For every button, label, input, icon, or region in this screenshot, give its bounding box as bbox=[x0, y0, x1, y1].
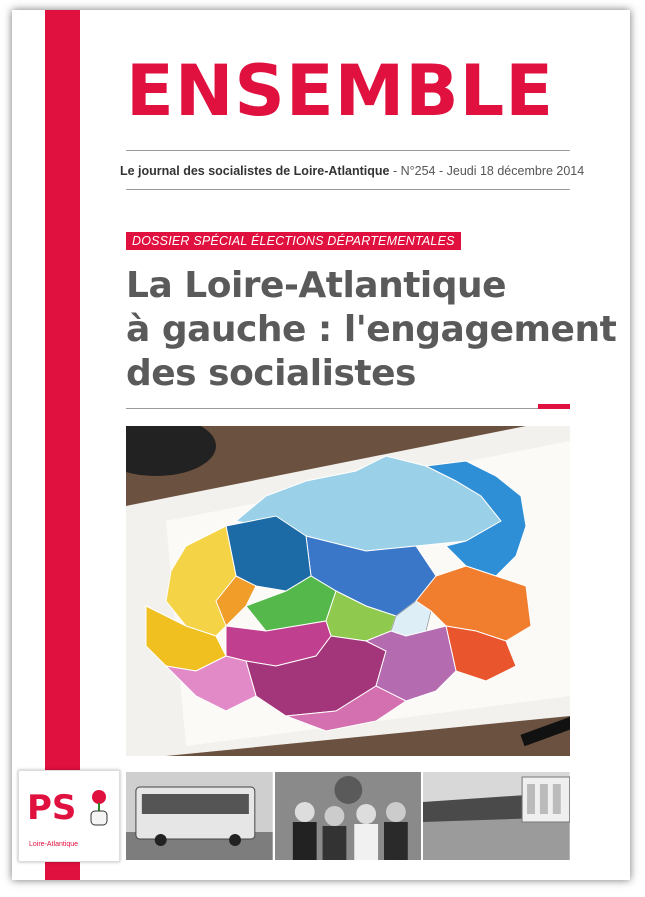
headline-line-1: La Loire-Atlantique bbox=[126, 265, 507, 306]
masthead-rule-top bbox=[126, 150, 570, 151]
dossier-tag: DOSSIER SPÉCIAL ÉLECTIONS DÉPARTEMENTALES bbox=[126, 232, 461, 250]
group-photo bbox=[275, 772, 422, 860]
masthead-rule-bottom bbox=[126, 189, 570, 190]
map-illustration bbox=[126, 426, 570, 756]
rose-fist-icon bbox=[85, 789, 113, 829]
bottom-photo-strip bbox=[126, 772, 570, 860]
headline-rule bbox=[126, 408, 570, 409]
headline-line-2: à gauche : l'engagement bbox=[126, 309, 617, 350]
cover-headline bbox=[126, 264, 616, 396]
ps-region: Loire-Atlantique bbox=[29, 841, 79, 848]
journal-name: Le journal des socialistes de Loire-Atlantique bbox=[120, 164, 390, 178]
map-photo bbox=[126, 426, 570, 756]
building-photo bbox=[423, 772, 570, 860]
journal-subtitle bbox=[120, 164, 585, 178]
headline-line-3: des socialistes bbox=[126, 353, 416, 394]
ps-logo: PS bbox=[27, 788, 77, 828]
bus-photo bbox=[126, 772, 273, 860]
red-side-bar bbox=[45, 10, 80, 880]
magazine-cover bbox=[12, 10, 630, 880]
issue-info: - N°254 - Jeudi 18 décembre 2014 bbox=[389, 164, 585, 178]
headline-accent bbox=[538, 404, 570, 409]
masthead-title: ENSEMBLE bbox=[126, 50, 555, 132]
ps-logo-box bbox=[18, 770, 120, 862]
